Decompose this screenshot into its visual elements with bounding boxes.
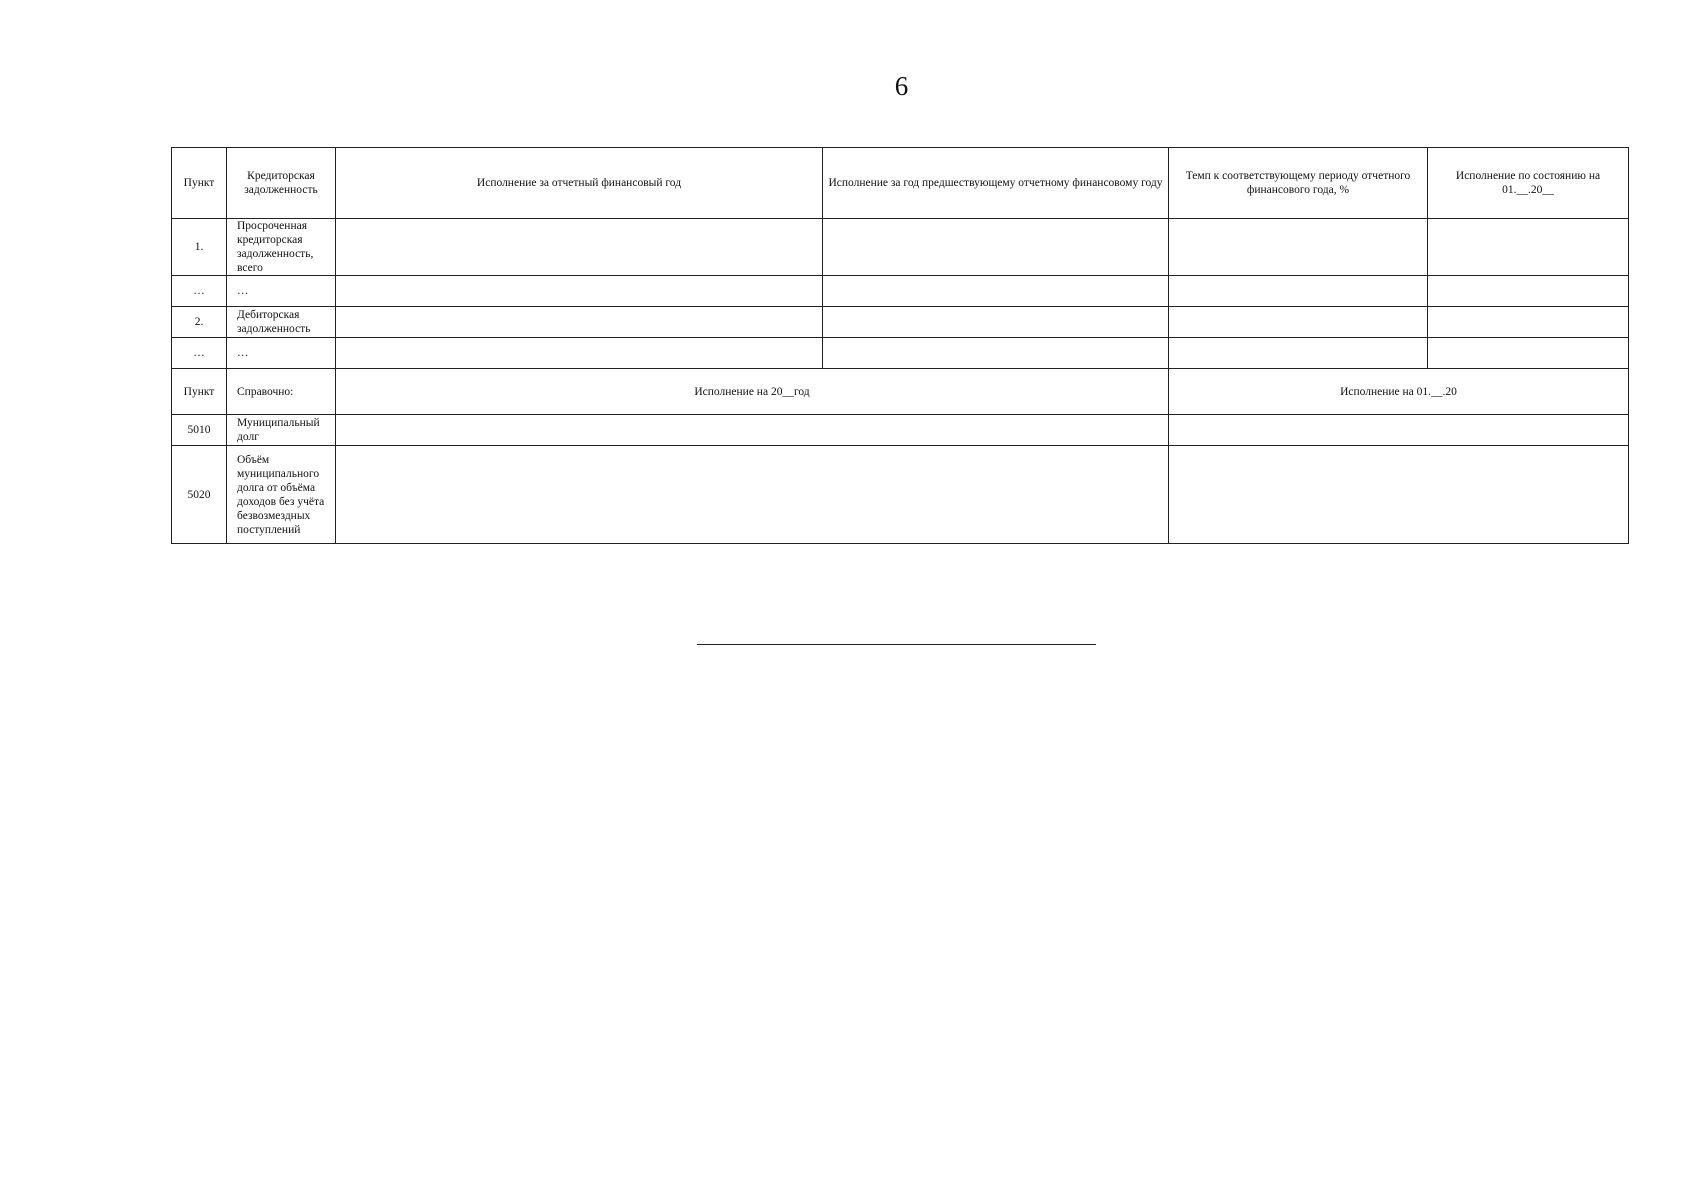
header-state-date: Исполнение по состоянию на 01.__.20__ <box>1428 148 1629 219</box>
header-current-year: Исполнение за отчетный финансовый год <box>336 148 823 219</box>
reference-header-year: Исполнение на 20__год <box>336 369 1169 415</box>
empty-cell <box>1428 338 1629 369</box>
empty-cell <box>823 276 1169 307</box>
empty-cell <box>336 276 823 307</box>
row-punkt: 1. <box>172 219 227 276</box>
header-punkt: Пункт <box>172 148 227 219</box>
row-name: Просроченная кредиторская задолженность, всего <box>227 219 336 276</box>
row-punkt: … <box>172 338 227 369</box>
empty-cell <box>1169 307 1428 338</box>
row-name: … <box>227 276 336 307</box>
footer-divider-line <box>697 644 1096 645</box>
reference-punkt: 5010 <box>172 415 227 446</box>
row-name: Дебиторская задолженность <box>227 307 336 338</box>
report-table <box>171 147 1629 544</box>
empty-cell <box>1428 307 1629 338</box>
table-row <box>172 219 1629 276</box>
empty-cell <box>823 219 1169 276</box>
empty-cell <box>823 338 1169 369</box>
header-name: Кредиторская задолженность <box>227 148 336 219</box>
empty-cell <box>336 338 823 369</box>
row-name: … <box>227 338 336 369</box>
empty-cell <box>1169 338 1428 369</box>
header-previous-year: Исполнение за год предшествующему отчетному финансовому году <box>823 148 1169 219</box>
reference-header-name: Справочно: <box>227 369 336 415</box>
empty-cell <box>336 446 1169 544</box>
reference-header-date: Исполнение на 01.__.20 <box>1169 369 1629 415</box>
empty-cell <box>823 307 1169 338</box>
empty-cell <box>1428 219 1629 276</box>
empty-cell <box>1428 276 1629 307</box>
empty-cell <box>336 219 823 276</box>
reference-row <box>172 446 1629 544</box>
reference-header-punkt: Пункт <box>172 369 227 415</box>
empty-cell <box>1169 219 1428 276</box>
reference-row <box>172 415 1629 446</box>
reference-name: Объём муниципального долга от объёма доходов без учёта безвозмездных поступлений <box>227 446 336 544</box>
row-punkt: … <box>172 276 227 307</box>
empty-cell <box>1169 276 1428 307</box>
reference-header-row <box>172 369 1629 415</box>
table-row <box>172 276 1629 307</box>
empty-cell <box>336 415 1169 446</box>
empty-cell <box>336 307 823 338</box>
reference-punkt: 5020 <box>172 446 227 544</box>
row-punkt: 2. <box>172 307 227 338</box>
page-number: 6 <box>894 71 909 101</box>
table-row <box>172 307 1629 338</box>
empty-cell <box>1169 446 1629 544</box>
header-rate: Темп к соответствующему периоду отчетного финансового года, % <box>1169 148 1428 219</box>
table-row <box>172 338 1629 369</box>
table-header-row <box>172 148 1629 219</box>
reference-name: Муниципальный долг <box>227 415 336 446</box>
empty-cell <box>1169 415 1629 446</box>
